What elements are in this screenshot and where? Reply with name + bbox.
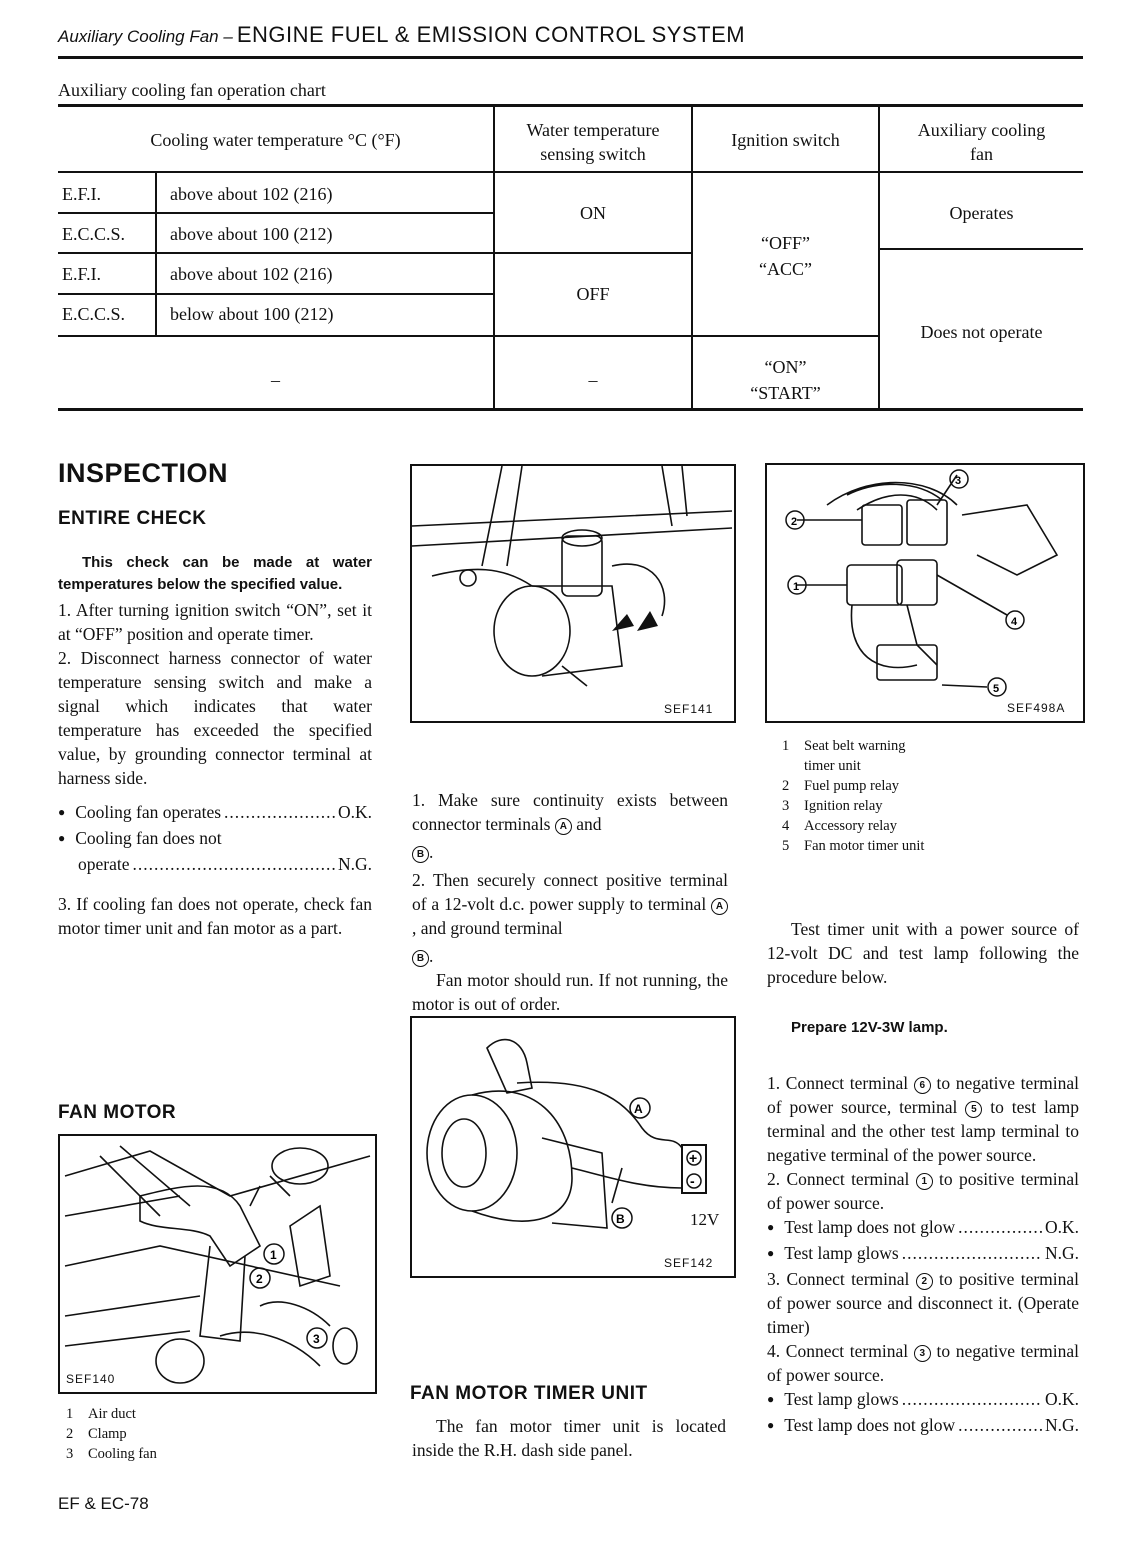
prepare-lamp: Prepare 12V-3W lamp. [791,1019,948,1036]
result-ng: ● Cooling fan does not operate ..... N.G. [58,826,372,876]
svg-text:B: B [616,1212,625,1226]
svg-text:5: 5 [993,683,1000,695]
dash-cell: – [588,370,598,390]
figure-fan-motor-connector [410,464,736,723]
ignition-off-acc: “OFF” “ACC” [759,233,812,279]
timer-test-steps: 1. Connect terminal 6 to negative terminal of power source, terminal 5 to test lamp terminal and the other test lamp terminal to negative terminal of the power source. 2. Connect terminal 1 to positive terminal of power source. ● Test lamp does not glow ..... O.K. ● Test lamp glows ..... N.G. 3. Connect terminal 2 to positive terminal of power source and disconnect it. (Operate timer) 4. Connect terminal 3 to negative terminal of power source. ● Test lamp glows ..... O.K. ● Test lamp does not glow ..... N.G. [767,1071,1079,1439]
row-temp: above about 102 (216) [170,184,333,204]
header-section: Auxiliary Cooling Fan – [58,27,233,46]
chart-title: Auxiliary cooling fan operation chart [58,80,326,100]
col-fan-header: Auxiliary cooling fan [917,120,1046,164]
fan-motor-heading: FAN MOTOR [58,1102,177,1123]
row-system: E.C.C.S. [62,304,126,324]
sensor-off: OFF [576,284,610,304]
svg-text:1: 1 [270,1248,277,1262]
inspection-heading: INSPECTION [58,458,229,488]
svg-text:-: - [690,1173,695,1189]
figure-code: SEF140 [66,1372,116,1386]
result-ok: ● Cooling fan operates ..... O.K. [58,800,372,826]
svg-text:+: + [689,1150,698,1166]
relay-legend: 1 Seat belt warning timer unit 2 Fuel pump relay 3 Ignition relay 4 Accessory relay 5 Fan motor timer unit [782,738,925,854]
col-temp-header: Cooling water temperature °C (°F) [150,130,401,150]
row-temp: below about 100 (212) [170,304,334,324]
svg-text:3: 3 [955,475,962,487]
dash-cell: – [271,370,280,390]
timer-unit-text: The fan motor timer unit is located inside the R.H. dash side panel. [412,1416,726,1460]
relay-illustration [767,465,1083,721]
timer-test-intro: Test timer unit with a power source of 12-volt DC and test lamp following the procedure below. [767,919,1079,987]
ignition-on-start: “ON” “START” [750,357,821,403]
header-title: ENGINE FUEL & EMISSION CONTROL SYSTEM [236,22,746,47]
operation-chart [58,104,1083,414]
fan-motor-test-text: 1. Make sure continuity exists between connector terminals A and B . 2. Then securely connect positive terminal of a 12-volt d.c. power supply to terminal A, and ground terminal B . Fan motor should run. If not running, the motor is out of order. [412,790,728,1014]
row-system: E.F.I. [62,184,102,204]
col-ignition-header: Ignition switch [731,130,840,150]
row-temp: above about 100 (212) [170,224,333,244]
fan-operates: Operates [949,203,1014,223]
engine-fan-illustration [60,1136,375,1392]
result-ng: ● Test lamp glows ..... N.G. [767,1241,1079,1267]
figure-code: SEF142 [664,1256,714,1270]
svg-text:1: 1 [793,581,800,593]
svg-text:4: 4 [1011,616,1018,628]
svg-text:2: 2 [256,1272,263,1286]
row-system: E.F.I. [62,264,102,284]
entire-check-text: This check can be made at water temperatures below the specified value. 1. After turning ignition switch “ON”, set it at “OFF” position and operate timer. 2. Disconnect harness connector of water temperature sensing switch and make a signal which indicates that water temperature has exceeded the specified value, by grounding connector terminal at harness side. ● Cooling fan operates ..... O.K. ● Cooling fan does not operate ..... N.G. 3. If cooling fan does not operate, check fan motor timer unit and fan motor as a part. [58,552,372,940]
page-number: EF & EC-78 [58,1494,149,1513]
figure-fan-motor-wiring [410,1016,736,1278]
figure-relay-location [765,463,1085,723]
row-system: E.C.C.S. [62,224,126,244]
svg-text:3: 3 [313,1332,320,1346]
sensor-on: ON [580,203,606,223]
fan-motor-legend: 1 Air duct 2 Clamp 3 Cooling fan [66,1406,157,1462]
voltage-label: 12V [690,1210,720,1229]
fan-not-operate: Does not operate [920,322,1043,342]
col-sensor-header: Water temperature sensing switch [526,120,660,164]
result-ok: ● Test lamp does not glow ..... O.K. [767,1215,1079,1241]
figure-fan-motor [58,1134,377,1394]
svg-text:A: A [634,1102,643,1116]
result-ng: ● Test lamp does not glow ..... N.G. [767,1413,1079,1439]
figure-code: SEF141 [664,702,714,716]
page-header [58,22,1083,59]
result-ok: ● Test lamp glows ..... O.K. [767,1387,1079,1413]
fan-wiring-illustration [412,1018,734,1276]
row-temp: above about 102 (216) [170,264,333,284]
timer-unit-heading: FAN MOTOR TIMER UNIT [410,1383,648,1404]
entire-check-heading: ENTIRE CHECK [58,508,207,529]
svg-text:2: 2 [791,516,798,528]
fan-motor-illustration [412,466,734,721]
figure-code: SEF498A [1007,701,1066,715]
